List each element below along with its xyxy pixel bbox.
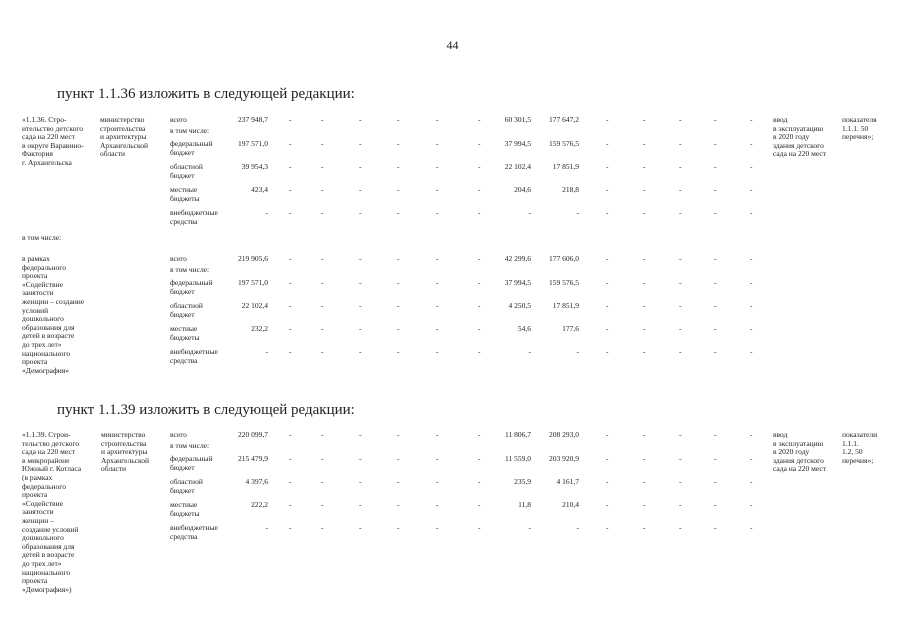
federal-project-row-dash: -: [606, 254, 609, 263]
federal-project-row-dash: -: [714, 278, 717, 287]
item-1-1-39-row-dash: -: [714, 430, 717, 439]
item-1-1-36-row-label: внебюджетные средства: [170, 208, 218, 226]
item-1-1-39-row-dash: -: [436, 454, 439, 463]
item-1-1-39-row-dash: -: [397, 454, 400, 463]
item-1-1-36-row-dash: -: [478, 208, 481, 217]
item-1-1-36-row-total: -: [265, 208, 268, 217]
item-1-1-39-row-total: 220 099,7: [238, 430, 268, 439]
item-1-1-39-row-dash: -: [606, 454, 609, 463]
item-1-1-39-row-dash: -: [643, 454, 646, 463]
item-1-1-39-row-dash: -: [397, 500, 400, 509]
federal-project-row-dash: -: [436, 254, 439, 263]
item-1-1-39-row-v2: 4 161,7: [556, 477, 579, 486]
item-1-1-39-row-dash: -: [643, 430, 646, 439]
item-1-1-36-row-dash: -: [750, 208, 753, 217]
item-1-1-39-row-dash: -: [359, 430, 362, 439]
item-1-1-36-row-dash: -: [679, 185, 682, 194]
federal-project-row-dash: -: [397, 324, 400, 333]
item-1-1-36-row-dash: -: [289, 185, 292, 194]
federal-project-row-dash: -: [321, 254, 324, 263]
federal-project-row-total: 22 102,4: [241, 301, 268, 310]
federal-project-row-dash: -: [321, 278, 324, 287]
item-1-1-36-row-dash: -: [321, 115, 324, 124]
item-1-1-36-row-dash: -: [643, 162, 646, 171]
federal-project-row-label: областной бюджет: [170, 301, 203, 319]
item-1-1-39-row-dash: -: [478, 523, 481, 532]
federal-project-row-dash: -: [436, 347, 439, 356]
item-1-1-36-row-dash: -: [714, 162, 717, 171]
federal-project-row-label: внебюджетные средства: [170, 347, 218, 365]
federal-project-row-dash: -: [643, 347, 646, 356]
item-1-1-39-row-dash: -: [478, 454, 481, 463]
item-1-1-36-row-dash: -: [643, 139, 646, 148]
item-1-1-39-row-dash: -: [750, 523, 753, 532]
federal-project-row-dash: -: [436, 278, 439, 287]
federal-project-row-dash: -: [321, 324, 324, 333]
item-1-1-36-row-dash: -: [436, 115, 439, 124]
item-1-1-36-row-dash: -: [750, 139, 753, 148]
item-1-1-36-row-dash: -: [359, 139, 362, 148]
federal-project-row-dash: -: [289, 278, 292, 287]
item-1-1-39-row-dash: -: [679, 500, 682, 509]
item-1-1-39-row-total: 222,2: [251, 500, 268, 509]
item-1-1-36-row-v1: -: [528, 208, 531, 217]
item-1-1-39-row-dash: -: [321, 523, 324, 532]
item-1-1-39-row-dash: -: [679, 454, 682, 463]
item-1-1-39-row-total: 4 397,6: [245, 477, 268, 486]
item-1-1-36-row-v2: 159 576,5: [549, 139, 579, 148]
item-1-1-36-row-dash: -: [750, 115, 753, 124]
item-1-1-39-row-label: местные бюджеты: [170, 500, 200, 518]
federal-project-row-dash: -: [750, 347, 753, 356]
item-1-1-39-row-dash: -: [679, 477, 682, 486]
item-1-1-36-row-dash: -: [679, 162, 682, 171]
item-1-1-39-indicator: показатели 1.1.1. 1.2, 50 перечня»;: [842, 430, 878, 465]
federal-project-row-dash: -: [606, 347, 609, 356]
federal-project-text: в рамках федерального проекта «Содействие занятости женщин – создание условий дошкольного образования для детей в возрасте до трех лет» национального проекта «Демография»: [22, 254, 85, 375]
item-1-1-36-row-dash: -: [321, 208, 324, 217]
item-1-1-39-row-dash: -: [714, 477, 717, 486]
item-1-1-36-row-dash: -: [397, 208, 400, 217]
federal-project-row-dash: -: [289, 324, 292, 333]
item-1-1-39-result: ввод в эксплуатацию в 2020 году здания детского сада на 220 мест: [773, 430, 826, 474]
federal-project-row-dash: -: [397, 301, 400, 310]
item-1-1-39-row-label: внебюджетные средства: [170, 523, 218, 541]
item-1-1-36-row-dash: -: [397, 162, 400, 171]
federal-project-row-dash: -: [359, 254, 362, 263]
federal-project-row-dash: -: [606, 324, 609, 333]
item-1-1-36-row-dash: -: [359, 185, 362, 194]
item-1-1-39-row-dash: -: [750, 500, 753, 509]
federal-project-row-dash: -: [289, 254, 292, 263]
federal-project-row-dash: -: [679, 324, 682, 333]
federal-project-row-dash: -: [679, 278, 682, 287]
federal-project-row-dash: -: [714, 347, 717, 356]
item-1-1-39-row-v1: 11 806,7: [505, 430, 531, 439]
item-1-1-36-row-dash: -: [606, 208, 609, 217]
federal-project-row-v2: -: [576, 347, 579, 356]
item-1-1-36-row-dash: -: [321, 162, 324, 171]
item-1-1-39-row-v1: -: [528, 523, 531, 532]
item-1-1-36-row-label: всего: [170, 115, 187, 124]
item-1-1-39-row-dash: -: [478, 500, 481, 509]
item-1-1-36-row-dash: -: [321, 185, 324, 194]
item-1-1-36-row-dash: -: [397, 185, 400, 194]
item-1-1-39-row-dash: -: [289, 454, 292, 463]
item-1-1-39-row-dash: -: [321, 454, 324, 463]
item-1-1-36-row-dash: -: [478, 115, 481, 124]
item-1-1-39-row-dash: -: [606, 500, 609, 509]
item-1-1-36-row-dash: -: [359, 162, 362, 171]
item-1-1-36-row-dash: -: [289, 139, 292, 148]
item-1-1-36-row-dash: -: [679, 208, 682, 217]
federal-project-row-dash: -: [714, 324, 717, 333]
section-heading-2: пункт 1.1.39 изложить в следующей редакции:: [57, 402, 355, 418]
federal-project-row-dash: -: [679, 254, 682, 263]
item-1-1-39-row-dash: -: [750, 477, 753, 486]
item-1-1-36-row-dash: -: [478, 162, 481, 171]
item-1-1-36-row-dash: -: [436, 162, 439, 171]
federal-project-row-dash: -: [289, 301, 292, 310]
federal-project-row-dash: -: [359, 347, 362, 356]
item-1-1-39-row-dash: -: [436, 477, 439, 486]
item-1-1-39-row-v2: 208 293,0: [549, 430, 579, 439]
item-1-1-39-row-dash: -: [359, 454, 362, 463]
federal-project-row-dash: -: [289, 347, 292, 356]
federal-project-row-v1: 37 994,5: [504, 278, 531, 287]
federal-project-row-dash: -: [643, 254, 646, 263]
item-1-1-39-row-dash: -: [359, 500, 362, 509]
item-1-1-36-row-dash: -: [643, 115, 646, 124]
item-1-1-39-row-dash: -: [289, 430, 292, 439]
federal-project-row-total: 197 571,0: [238, 278, 268, 287]
federal-project-row-dash: -: [397, 278, 400, 287]
item-1-1-36-row-dash: -: [478, 139, 481, 148]
item-1-1-39-row-dash: -: [606, 477, 609, 486]
federal-project-row-dash: -: [679, 347, 682, 356]
federal-project-row-dash: -: [397, 347, 400, 356]
item-1-1-36-row-dash: -: [289, 208, 292, 217]
federal-project-row-dash: -: [321, 301, 324, 310]
item-1-1-36-row-v2: 17 851,9: [552, 162, 579, 171]
item-1-1-36-row-dash: -: [606, 162, 609, 171]
item-1-1-36-responsible: министерство строительства и архитектуры Архангельской области: [100, 115, 148, 159]
item-1-1-39-row-dash: -: [359, 477, 362, 486]
federal-project-row-label: федеральный бюджет: [170, 278, 213, 296]
item-1-1-39-row-dash: -: [359, 523, 362, 532]
federal-project-row-dash: -: [750, 254, 753, 263]
item-1-1-39-row-v1: 11,8: [518, 500, 531, 509]
item-1-1-36-row-dash: -: [643, 208, 646, 217]
item-1-1-39-text: «1.1.39. Строи- тельство детского сада на 220 мест в микрорайоне Южный г. Котласа (в рамках федерального проекта «Содействие занятости женщин – создание условий дошкольного образования для детей в возрасте до трех лет» национального проекта «Демография»): [22, 430, 82, 594]
federal-project-row-total: 219 905,6: [238, 254, 268, 263]
item-1-1-39-row-dash: -: [606, 430, 609, 439]
item-1-1-36-row-dash: -: [289, 115, 292, 124]
federal-project-row-label: всего: [170, 254, 187, 263]
item-1-1-36-row-dash: -: [436, 139, 439, 148]
item-1-1-39-row-v2: -: [576, 523, 579, 532]
item-1-1-36-row-dash: -: [289, 162, 292, 171]
federal-project-row-dash: -: [478, 324, 481, 333]
item-1-1-36-row-dash: -: [750, 162, 753, 171]
item-1-1-39-row-dash: -: [289, 477, 292, 486]
item-1-1-36-row-dash: -: [606, 139, 609, 148]
item-1-1-39-row-dash: -: [679, 430, 682, 439]
item-1-1-39-row-dash: -: [436, 523, 439, 532]
federal-project-row-dash: -: [643, 278, 646, 287]
item-1-1-36-row-label: федеральный бюджет: [170, 139, 213, 157]
item-1-1-39-row-v2: 210,4: [562, 500, 579, 509]
item-1-1-36-row-dash: -: [679, 115, 682, 124]
federal-project-row-dash: -: [478, 278, 481, 287]
federal-project-row-v2: 177,6: [562, 324, 579, 333]
item-1-1-39-row-dash: -: [643, 523, 646, 532]
item-1-1-36-row-dash: -: [321, 139, 324, 148]
federal-project-row-dash: -: [321, 347, 324, 356]
item-1-1-36-row-dash: -: [478, 185, 481, 194]
item-1-1-39-row-dash: -: [750, 430, 753, 439]
item-1-1-36-row-label: в том числе:: [170, 126, 210, 135]
item-1-1-39-row-dash: -: [750, 454, 753, 463]
federal-project-row-dash: -: [478, 301, 481, 310]
federal-project-row-dash: -: [478, 347, 481, 356]
federal-project-row-dash: -: [750, 301, 753, 310]
federal-project-row-dash: -: [436, 301, 439, 310]
item-1-1-36-row-v2: 177 647,2: [549, 115, 579, 124]
item-1-1-39-row-dash: -: [436, 430, 439, 439]
item-1-1-36-row-label: областной бюджет: [170, 162, 203, 180]
item-1-1-39-row-v2: 203 920,9: [549, 454, 579, 463]
item-1-1-36-row-dash: -: [714, 139, 717, 148]
federal-project-row-total: 232,2: [251, 324, 268, 333]
item-1-1-39-row-dash: -: [321, 477, 324, 486]
item-1-1-39-row-dash: -: [321, 500, 324, 509]
federal-project-row-dash: -: [397, 254, 400, 263]
item-1-1-36-row-v1: 204,6: [514, 185, 531, 194]
federal-project-row-dash: -: [714, 254, 717, 263]
item-1-1-36-row-dash: -: [606, 115, 609, 124]
federal-project-row-dash: -: [359, 301, 362, 310]
item-1-1-39-row-v1: 11 559,0: [505, 454, 531, 463]
item-1-1-36-row-dash: -: [714, 185, 717, 194]
federal-project-row-v1: 42 299,6: [504, 254, 531, 263]
federal-project-row-dash: -: [606, 278, 609, 287]
item-1-1-36-row-total: 39 954,3: [241, 162, 268, 171]
federal-project-row-dash: -: [643, 324, 646, 333]
item-1-1-36-row-v2: -: [576, 208, 579, 217]
item-1-1-36-result: ввод в эксплуатацию в 2020 году здания детского сада на 220 мест: [773, 115, 826, 159]
item-1-1-36-row-dash: -: [397, 139, 400, 148]
item-1-1-36-row-total: 197 571,0: [238, 139, 268, 148]
item-1-1-36-row-dash: -: [714, 208, 717, 217]
item-1-1-39-row-label: в том числе:: [170, 441, 210, 450]
federal-project-row-dash: -: [643, 301, 646, 310]
federal-project-row-dash: -: [679, 301, 682, 310]
item-1-1-36-row-v1: 22 102,4: [504, 162, 531, 171]
item-1-1-39-row-dash: -: [397, 430, 400, 439]
item-1-1-39-responsible: министерство строительства и архитектуры Архангельской области: [101, 430, 149, 474]
federal-project-row-dash: -: [359, 278, 362, 287]
federal-project-row-label: в том числе:: [170, 265, 210, 274]
item-1-1-36-row-dash: -: [643, 185, 646, 194]
item-1-1-39-row-dash: -: [714, 523, 717, 532]
item-1-1-36-row-dash: -: [436, 185, 439, 194]
item-1-1-36-row-v1: 37 994,5: [504, 139, 531, 148]
item-1-1-39-row-dash: -: [478, 477, 481, 486]
federal-project-row-v2: 159 576,5: [549, 278, 579, 287]
federal-project-row-dash: -: [750, 324, 753, 333]
item-1-1-39-row-dash: -: [289, 500, 292, 509]
federal-project-row-v1: 4 250,5: [508, 301, 531, 310]
item-1-1-39-row-v1: 235,9: [514, 477, 531, 486]
item-1-1-39-row-label: федеральный бюджет: [170, 454, 213, 472]
item-1-1-39-row-dash: -: [714, 500, 717, 509]
section-heading-1: пункт 1.1.36 изложить в следующей редакции:: [57, 86, 355, 102]
item-1-1-39-row-dash: -: [606, 523, 609, 532]
federal-project-row-dash: -: [714, 301, 717, 310]
item-1-1-39-row-dash: -: [679, 523, 682, 532]
item-1-1-36-row-dash: -: [359, 208, 362, 217]
item-1-1-39-row-dash: -: [436, 500, 439, 509]
item-1-1-39-row-dash: -: [643, 477, 646, 486]
item-1-1-39-row-dash: -: [397, 477, 400, 486]
item-1-1-39-row-total: -: [265, 523, 268, 532]
item-1-1-39-row-label: областной бюджет: [170, 477, 203, 495]
federal-project-row-dash: -: [606, 301, 609, 310]
item-1-1-36-row-dash: -: [436, 208, 439, 217]
including-label: в том числе:: [22, 233, 62, 242]
federal-project-row-total: -: [265, 347, 268, 356]
item-1-1-36-row-dash: -: [679, 139, 682, 148]
item-1-1-36-row-dash: -: [750, 185, 753, 194]
federal-project-row-v2: 177 606,0: [549, 254, 579, 263]
federal-project-row-v1: -: [528, 347, 531, 356]
federal-project-row-v2: 17 851,9: [552, 301, 579, 310]
item-1-1-36-row-dash: -: [359, 115, 362, 124]
item-1-1-36-row-dash: -: [606, 185, 609, 194]
item-1-1-36-row-total: 423,4: [251, 185, 268, 194]
federal-project-row-dash: -: [436, 324, 439, 333]
item-1-1-36-row-v1: 60 301,5: [504, 115, 531, 124]
item-1-1-39-row-label: всего: [170, 430, 187, 439]
item-1-1-36-row-dash: -: [714, 115, 717, 124]
item-1-1-36-row-label: местные бюджеты: [170, 185, 200, 203]
federal-project-row-dash: -: [359, 324, 362, 333]
federal-project-row-v1: 54,6: [517, 324, 531, 333]
item-1-1-39-row-dash: -: [714, 454, 717, 463]
item-1-1-39-row-dash: -: [643, 500, 646, 509]
item-1-1-36-row-v2: 218,8: [562, 185, 579, 194]
item-1-1-36-indicator: показателя 1.1.1. 50 перечня»;: [842, 115, 877, 142]
page-number: 44: [446, 38, 459, 52]
item-1-1-39-row-dash: -: [289, 523, 292, 532]
item-1-1-39-row-dash: -: [478, 430, 481, 439]
item-1-1-36-row-dash: -: [397, 115, 400, 124]
item-1-1-39-row-dash: -: [397, 523, 400, 532]
item-1-1-36-text: «1.1.36. Стро- ительство детского сада на 220 мест в округе Варавино- Фактория г. Архангельска: [22, 115, 84, 167]
item-1-1-36-row-total: 237 948,7: [238, 115, 268, 124]
federal-project-row-dash: -: [750, 278, 753, 287]
federal-project-row-dash: -: [478, 254, 481, 263]
federal-project-row-label: местные бюджеты: [170, 324, 200, 342]
item-1-1-39-row-dash: -: [321, 430, 324, 439]
item-1-1-39-row-total: 215 479,9: [238, 454, 268, 463]
